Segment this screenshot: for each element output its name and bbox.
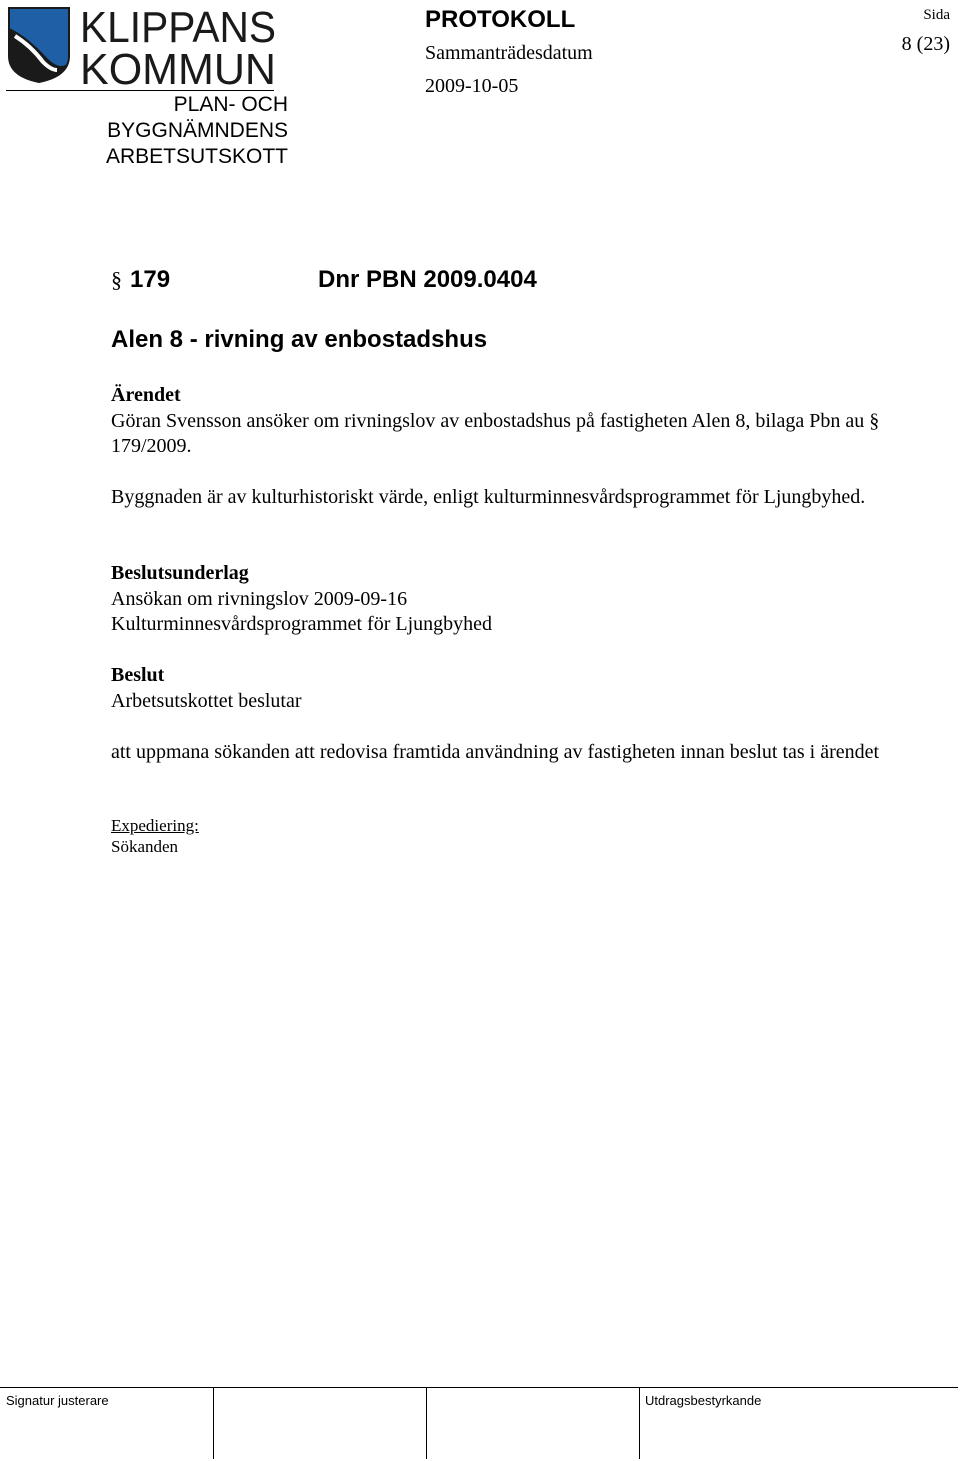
- unit-name-line-2: BYGGNÄMNDENS: [107, 119, 288, 142]
- page-number: 8 (23): [901, 33, 950, 55]
- page-label: Sida: [923, 7, 950, 23]
- decision-text: Arbetsutskottet beslutar: [111, 689, 302, 712]
- building-value-paragraph: [111, 485, 941, 511]
- decision-clause: [111, 740, 941, 766]
- paragraph-number: [111, 266, 170, 294]
- footer-rule: [0, 1387, 958, 1388]
- arende-section: [111, 383, 941, 460]
- extract-certification-label: Utdragsbestyrkande: [645, 1393, 762, 1408]
- distribution-section: [111, 815, 941, 857]
- decision-heading: Beslut: [111, 664, 165, 686]
- distribution-recipient: Sökanden: [111, 837, 179, 856]
- paragraph-number-value: 179: [130, 266, 171, 293]
- svg-text:KOMMUN: KOMMUN: [80, 45, 276, 86]
- decision-basis-item: Ansökan om rivningslov 2009-09-16: [111, 587, 408, 610]
- unit-name-line-1: PLAN- OCH: [173, 93, 288, 116]
- arende-text: Göran Svensson ansöker om rivningslov av enbostadshus på fastigheten Alen 8, bilaga Pbn au § 179/2009.: [111, 409, 880, 457]
- municipality-logo-wordmark: [80, 2, 280, 86]
- municipality-crest-icon: [7, 6, 71, 84]
- distribution-label: Expediering:: [111, 816, 199, 835]
- case-reference: Dnr PBN 2009.0404: [318, 266, 537, 293]
- meeting-date-value: 2009-10-05: [425, 75, 519, 97]
- case-title: Alen 8 - rivning av enbostadshus: [111, 326, 488, 353]
- document-type: PROTOKOLL: [425, 6, 576, 33]
- footer-divider: [639, 1387, 640, 1459]
- decision-clause-text: att uppmana sökanden att redovisa framtida användning av fastigheten innan beslut tas i ärendet: [111, 741, 880, 763]
- decision-basis-heading: Beslutsunderlag: [111, 562, 249, 584]
- decision-section: [111, 663, 941, 714]
- signature-label: Signatur justerare: [6, 1393, 109, 1408]
- decision-basis-section: [111, 561, 941, 638]
- meeting-date-label: Sammanträdesdatum: [425, 42, 593, 64]
- building-value-text: Byggnaden är av kulturhistoriskt värde, enligt kulturminnesvårdsprogrammet för Ljungbyhed.: [111, 486, 866, 508]
- unit-name-line-3: ARBETSUTSKOTT: [105, 145, 288, 168]
- arende-heading: Ärendet: [111, 384, 181, 406]
- section-symbol: §: [111, 267, 122, 292]
- decision-basis-item: Kulturminnesvårdsprogrammet för Ljungbyhed: [111, 613, 493, 635]
- footer-divider: [426, 1387, 427, 1459]
- logo-rule: [6, 90, 274, 91]
- footer-divider: [213, 1387, 214, 1459]
- svg-text:KLIPPANS: KLIPPANS: [80, 3, 276, 52]
